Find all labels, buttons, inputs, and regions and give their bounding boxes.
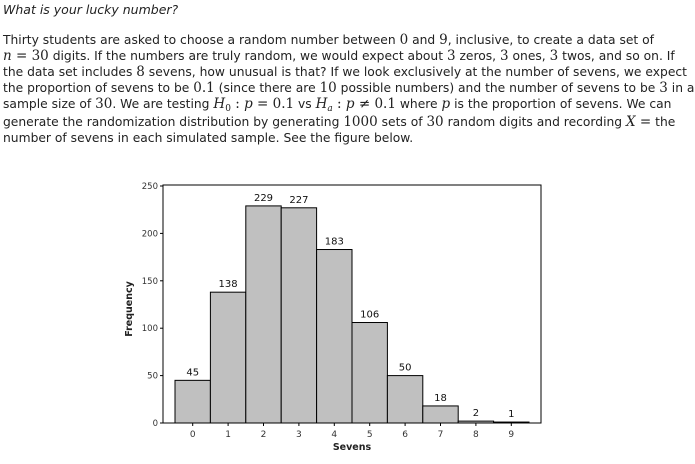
question-title: What is your lucky number?	[3, 2, 179, 17]
y-tick-label: 150	[141, 276, 158, 287]
histogram-bar	[458, 421, 493, 423]
histogram-bar	[352, 323, 387, 423]
bar-value-label: 183	[324, 236, 344, 248]
y-tick-label: 100	[141, 324, 158, 335]
histogram-bar	[423, 406, 458, 423]
bar-value-label: 1	[508, 409, 515, 421]
bar-value-label: 138	[218, 279, 238, 291]
text-line-3: the data set includes 8 sevens, how unusual is that? If we look exclusively at the number of sevens, we expect	[3, 64, 687, 80]
bar-value-label: 45	[186, 367, 200, 379]
text-line-4: the proportion of sevens to be 0.1 (since there are 10 possible numbers) and the number of sevens to be 3 in a	[3, 80, 695, 96]
bar-value-label: 106	[360, 309, 380, 321]
x-tick-label: 4	[331, 430, 338, 440]
x-tick-label: 6	[402, 430, 408, 440]
text-line-5: sample size of 30. We are testing $H_0$ : p = 0.1 vs $H_a$ : p ≠ 0.1 where p is the proportion of sevens. We can	[3, 96, 672, 114]
histogram-bar	[317, 250, 352, 423]
histogram-bar	[210, 292, 245, 423]
histogram-bar	[281, 208, 316, 423]
text-line-1: Thirty students are asked to choose a random number between 0 and 9, inclusive, to create a data set of	[3, 32, 655, 48]
bar-value-label: 229	[253, 192, 274, 204]
bar-value-label: 227	[289, 194, 309, 206]
bar-value-label: 2	[472, 408, 480, 420]
bar-value-label: 18	[434, 392, 447, 404]
histogram-bar	[246, 206, 281, 423]
text-line-6: generate the randomization distribution by generating 1000 sets of 30 random digits and recording X = the	[3, 114, 676, 130]
histogram-bar	[494, 422, 529, 423]
y-tick-label: 250	[141, 182, 158, 192]
x-axis-label: Sevens	[332, 442, 372, 453]
x-tick-label: 7	[437, 430, 444, 440]
x-tick-label: 2	[260, 430, 267, 440]
y-axis-label: Frequency	[124, 281, 135, 337]
text-line-2: n = 30 digits. If the numbers are truly random, we would expect about 3 zeros, 3 ones, 3 twos, and so on. If	[3, 48, 675, 64]
bar-value-label: 50	[398, 362, 412, 374]
y-tick-label: 0	[152, 419, 158, 429]
histogram-bar	[387, 376, 422, 423]
text-line-7: number of sevens in each simulated sample. See the figure below.	[3, 131, 414, 145]
x-tick-label: 5	[366, 430, 373, 440]
y-tick-label: 50	[147, 371, 158, 382]
histogram-bar	[175, 380, 210, 423]
x-tick-label: 3	[296, 430, 302, 440]
x-tick-label: 0	[189, 430, 196, 440]
y-tick-label: 200	[141, 229, 158, 240]
x-tick-label: 1	[225, 430, 231, 440]
x-tick-label: 8	[473, 430, 479, 440]
x-tick-label: 9	[508, 430, 515, 440]
